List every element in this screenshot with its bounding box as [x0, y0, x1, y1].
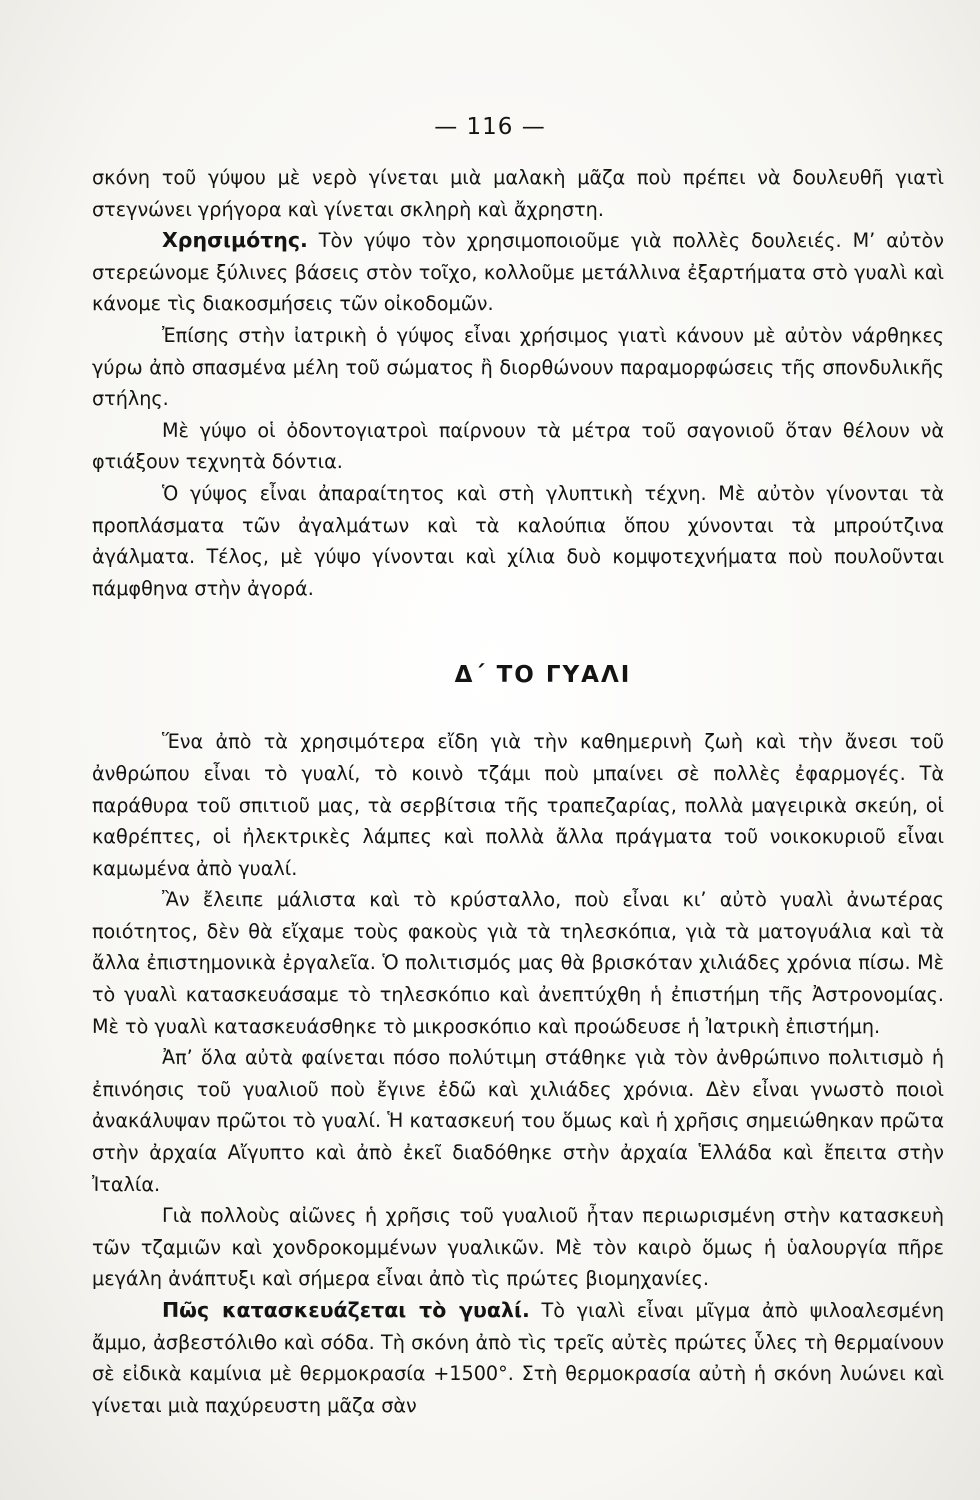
paragraph: Πῶς κατασκευάζεται τὸ γυαλί. Τὸ γιαλὶ εἶναι μῖγμα ἀπὸ ψιλοαλεσμένη ἄμμο, ἀσβεστόλιθο καὶ σόδα. Τὴ σκόνη ἀπὸ τὶς τρεῖς αὐτὲς πρώτες ὗλες τὴ θερμαίνουν σὲ εἰδικὰ καμίνια μὲ θερμοκρασία +1500°. Στὴ θερμοκρασία αὐτὴ ἡ σκόνη λυώνει καὶ γίνεται μιὰ παχύρευστη μᾶζα σὰν [92, 1298, 944, 1417]
page-number: — 116 — [434, 114, 546, 140]
paragraph: Ἕνα ἀπὸ τὰ χρησιμότερα εἴδη γιὰ τὴν καθημερινὴ ζωὴ καὶ τὴν ἄνεσι τοῦ ἀνθρώπου εἶναι τὸ γυαλί, τὸ κοινὸ τζάμι ποὺ μπαίνει σὲ πολλὲς ἐφαρμογές. Τὰ παράθυρα τοῦ σπιτιοῦ μας, τὰ σερβίτσια τῆς τραπεζαρίας, πολλὰ μαγειρικὰ σκεύη, οἱ καθρέπτες, οἱ ἠλεκτρικὲς λάμπες καὶ πολλὰ ἄλλα πράγματα τοῦ νοικοκυριοῦ εἶναι καμωμένα ἀπὸ γυαλί. [92, 730, 944, 880]
paragraph: Χρησιμότης. Τὸν γύψο τὸν χρησιμοποιοῦμε γιὰ πολλὲς δουλειές. Μ’ αὐτὸν στερεώνομε ξύλινες βάσεις στὸν τοῖχο, κολλοῦμε μετάλλινα ἐξαρτήματα στὸ γυαλὶ καὶ κάνομε τὶς διακοσμήσεις τῶν οἰκοδομῶν. [92, 228, 944, 316]
paragraph: Ἂν ἔλειπε μάλιστα καὶ τὸ κρύσταλλο, ποὺ εἶναι κι’ αὐτὸ γυαλὶ ἀνωτέρας ποιότητος, δὲν θὰ εἴχαμε τοὺς φακοὺς γιὰ τὰ τηλεσκόπια, γιὰ τὰ ματογυάλια καὶ τὰ ἄλλα ἐπιστημονικὰ ἐργαλεῖα. Ὁ πολιτισμός μας θὰ βρισκόταν χιλιάδες χρόνια πίσω. Μὲ τὸ γυαλὶ κατασκευάσαμε τὸ τηλεσκόπιο καὶ ἀνεπτύχθη ἡ ἐπιστήμη τῆς Ἀστρονομίας. Μὲ τὸ γυαλὶ κατασκευάσθηκε τὸ μικροσκόπιο καὶ προώδευσε ἡ Ἰατρικὴ ἐπιστήμη. [92, 888, 944, 1038]
run-in-heading: Χρησιμότης. [162, 228, 308, 253]
paragraph: Ὁ γύψος εἶναι ἀπαραίτητος καὶ στὴ γλυπτικὴ τέχνη. Μὲ αὐτὸν γίνονται τὰ προπλάσματα τῶν ἀγαλμάτων καὶ τὰ καλούπια ὅπου χύνονται τὰ μπρούτζινα ἀγάλματα. Τέλος, μὲ γύψο γίνονται καὶ χίλια δυὸ κομψοτεχνήματα ποὺ πουλοῦνται πάμφθηνα στὴν ἀγορά. [92, 481, 944, 600]
paragraph: σκόνη τοῦ γύψου μὲ νερὸ γίνεται μιὰ μαλακὴ μᾶζα ποὺ πρέπει νὰ δουλευθῆ γιατὶ στεγνώνει γρήγορα καὶ γίνεται σκληρὴ καὶ ἄχρηστη. [92, 166, 944, 221]
paragraph: Ἐπίσης στὴν ἰατρικὴ ὁ γύψος εἶναι χρήσιμος γιατὶ κάνουν μὲ αὐτὸν νάρθηκες γύρω ἀπὸ σπασμένα μέλη τοῦ σώματος ἢ διορθώνουν παραμορφώσεις τῆς σπονδυλικῆς στήλης. [92, 323, 944, 411]
paragraph: Μὲ γύψο οἱ ὀδοντογιατροὶ παίρνουν τὰ μέτρα τοῦ σαγονιοῦ ὅταν θέλουν νὰ φτιάξουν τεχνητὰ δόντια. [92, 418, 944, 474]
run-in-heading: Πῶς κατασκευάζεται τὸ γυαλί. [162, 1298, 530, 1322]
body-text [92, 162, 944, 1421]
paragraph: Ἀπ’ ὅλα αὐτὰ φαίνεται πόσο πολύτιμη στάθηκε γιὰ τὸν ἀνθρώπινο πολιτισμὸ ἡ ἐπινόησις τοῦ γυαλιοῦ ποὺ ἔγινε ἐδῶ καὶ χιλιάδες χρόνια. Δὲν εἶναι γνωστὸ ποιοὶ ἀνακάλυψαν πρῶτοι τὸ γυαλί. Ἡ κατασκευή του ὅμως καὶ ἡ χρῆσις σημειώθηκαν πρῶτα στὴν ἀρχαία Αἴγυπτο καὶ ἀπὸ ἐκεῖ διαδόθηκε στὴν ἀρχαία Ἑλλάδα καὶ ἔπειτα στὴν Ἰταλία. [92, 1046, 944, 1196]
section-heading: Δ΄ ΤΟ ΓΥΑΛΙ [454, 662, 632, 689]
paragraph: Γιὰ πολλοὺς αἰῶνες ἡ χρῆσις τοῦ γυαλιοῦ ἦταν περιωρισμένη στὴν κατασκευὴ τῶν τζαμιῶν καὶ χονδροκομμένων γυαλικῶν. Μὲ τὸν καιρὸ ὅμως ἡ ὑαλουργία πῆρε μεγάλη ἀνάπτυξι καὶ σήμερα εἶναι ἀπὸ τὶς πρώτες βιομηχανίες. [92, 1204, 944, 1291]
